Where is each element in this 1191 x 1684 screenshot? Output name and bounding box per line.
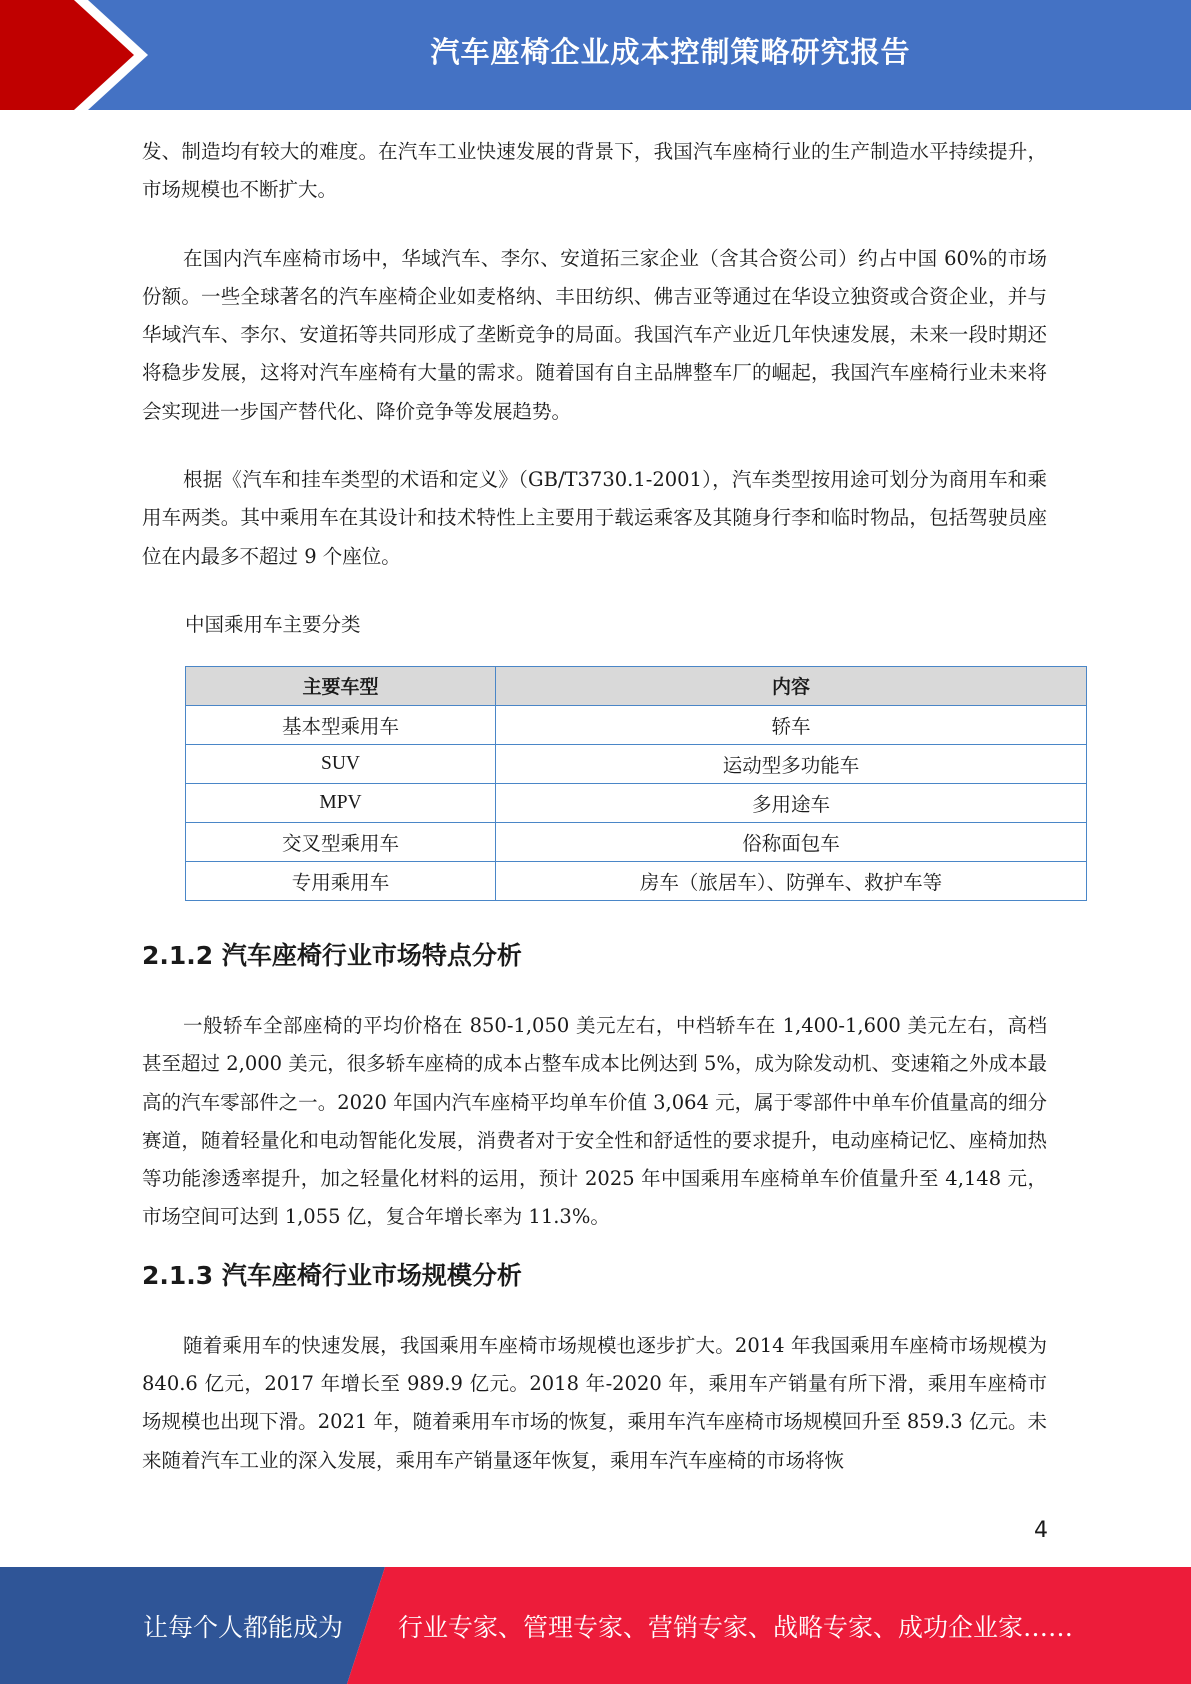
paragraph: 随着乘用车的快速发展，我国乘用车座椅市场规模也逐步扩大。2014 年我国乘用车座椅市场规模为 840.6 亿元，2017 年增长至 989.9 亿元。2018 年-2020 年，乘用车产销量有所下滑，乘用车座椅市场规模也出现下滑。2021 年，随着乘用车市场的恢复，乘用车汽车座椅市场规模回升至 859.3 亿元。未来随着汽车工业的深入发展，乘用车产销量逐年恢复，乘用车汽车座椅的市场将恢 — [142, 1333, 1047, 1472]
table-cell: 轿车 — [496, 705, 1087, 744]
table-row — [186, 744, 1087, 783]
footer-slogan-right: 行业专家、管理专家、营销专家、战略专家、成功企业家…… — [398, 1612, 1074, 1642]
footer-slogan-left: 让每个人都能成为 — [143, 1612, 344, 1642]
table-cell: MPV — [186, 783, 496, 822]
table-header-row — [186, 666, 1087, 705]
report-title: 汽车座椅企业成本控制策略研究报告 — [430, 34, 911, 69]
table-cell: 多用途车 — [496, 783, 1087, 822]
section-heading: 2.1.3 汽车座椅行业市场规模分析 — [142, 1260, 522, 1290]
table-row — [186, 783, 1087, 822]
table-row — [186, 861, 1087, 900]
table-row — [186, 822, 1087, 861]
column-header: 内容 — [496, 666, 1087, 705]
table-cell: 房车（旅居车）、防弹车、救护车等 — [496, 861, 1087, 900]
paragraph: 在国内汽车座椅市场中，华域汽车、李尔、安道拓三家企业（含其合资公司）约占中国 60%的市场份额。一些全球著名的汽车座椅企业如麦格纳、丰田纺织、佛吉亚等通过在华设立独资或合资企业，并与华域汽车、李尔、安道拓等共同形成了垄断竞争的局面。我国汽车产业近几年快速发展，未来一段时期还将稳步发展，这将对汽车座椅有大量的需求。随着国有自主品牌整车厂的崛起，我国汽车座椅行业未来将会实现进一步国产替代化、降价竞争等发展趋势。 — [142, 246, 1047, 423]
chevron-decoration — [0, 0, 160, 110]
table-cell: 基本型乘用车 — [186, 705, 496, 744]
table-cell: 交叉型乘用车 — [186, 822, 496, 861]
section-heading: 2.1.2 汽车座椅行业市场特点分析 — [142, 940, 522, 970]
table-cell: SUV — [186, 744, 496, 783]
paragraph: 一般轿车全部座椅的平均价格在 850-1,050 美元左右，中档轿车在 1,400-1,600 美元左右，高档甚至超过 2,000 美元，很多轿车座椅的成本占整车成本比例达到 5%，成为除发动机、变速箱之外成本最高的汽车零部件之一。2020 年国内汽车座椅平均单车价值 3,064 元，属于零部件中单车价值量高的细分赛道，随着轻量化和电动智能化发展，消费者对于安全性和舒适性的要求提升，电动座椅记忆、座椅加热等功能渗透率提升，加之轻量化材料的运用，预计 2025 年中国乘用车座椅单车价值量升至 4,148 元，市场空间可达到 1,055 亿，复合年增长率为 11.3%。 — [142, 1013, 1047, 1229]
paragraph: 发、制造均有较大的难度。在汽车工业快速发展的背景下，我国汽车座椅行业的生产制造水平持续提升，市场规模也不断扩大。 — [142, 140, 1047, 202]
page-content — [142, 133, 1047, 1480]
page-number: 4 — [1034, 1518, 1048, 1543]
vehicle-classification-table — [185, 666, 1087, 901]
table-cell: 俗称面包车 — [496, 822, 1087, 861]
header-banner — [0, 0, 1191, 110]
table-caption: 中国乘用车主要分类 — [185, 612, 361, 636]
table-cell: 专用乘用车 — [186, 861, 496, 900]
table-row — [186, 705, 1087, 744]
table-cell: 运动型多功能车 — [496, 744, 1087, 783]
footer-banner — [0, 1567, 1191, 1684]
column-header: 主要车型 — [186, 666, 496, 705]
paragraph: 根据《汽车和挂车类型的术语和定义》（GB/T3730.1-2001），汽车类型按用途可划分为商用车和乘用车两类。其中乘用车在其设计和技术特性上主要用于载运乘客及其随身行李和临时物品，包括驾驶员座位在内最多不超过 9 个座位。 — [142, 468, 1047, 568]
